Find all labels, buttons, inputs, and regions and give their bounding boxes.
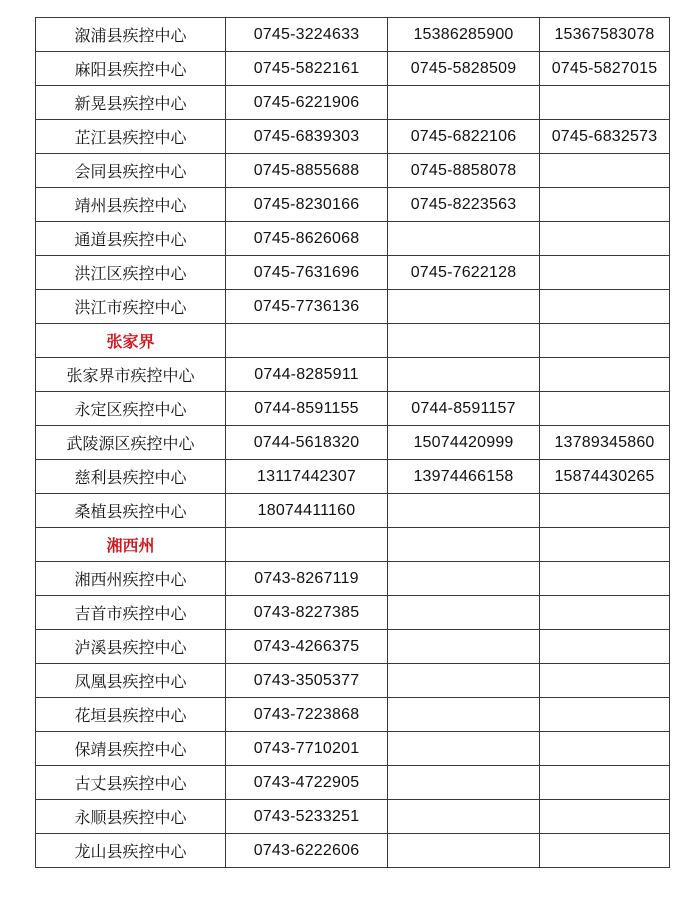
phone-3-cell — [540, 698, 670, 732]
cdc-name-cell: 麻阳县疾控中心 — [36, 52, 226, 86]
phone-3-cell: 15874430265 — [540, 460, 670, 494]
phone-1-cell: 0745-3224633 — [226, 18, 388, 52]
phone-1-cell: 0743-5233251 — [226, 800, 388, 834]
region-name-cell: 张家界 — [36, 324, 226, 358]
phone-2-cell — [388, 732, 540, 766]
phone-2-cell — [388, 290, 540, 324]
table-row — [36, 800, 670, 834]
cdc-name-cell: 吉首市疾控中心 — [36, 596, 226, 630]
phone-3-cell — [540, 562, 670, 596]
table-row — [36, 222, 670, 256]
cdc-name-cell: 洪江区疾控中心 — [36, 256, 226, 290]
phone-1-cell — [226, 528, 388, 562]
phone-1-cell: 0745-6839303 — [226, 120, 388, 154]
table-row — [36, 766, 670, 800]
cdc-name-cell: 靖州县疾控中心 — [36, 188, 226, 222]
table-row — [36, 664, 670, 698]
table-row — [36, 596, 670, 630]
phone-3-cell — [540, 256, 670, 290]
phone-2-cell — [388, 528, 540, 562]
cdc-name-cell: 桑植县疾控中心 — [36, 494, 226, 528]
cdc-name-cell: 慈利县疾控中心 — [36, 460, 226, 494]
phone-1-cell: 0744-8591155 — [226, 392, 388, 426]
cdc-name-cell: 永定区疾控中心 — [36, 392, 226, 426]
phone-3-cell — [540, 222, 670, 256]
cdc-name-cell: 通道县疾控中心 — [36, 222, 226, 256]
table-row — [36, 120, 670, 154]
phone-3-cell: 13789345860 — [540, 426, 670, 460]
phone-3-cell — [540, 732, 670, 766]
phone-3-cell: 15367583078 — [540, 18, 670, 52]
phone-3-cell — [540, 188, 670, 222]
phone-1-cell: 0743-6222606 — [226, 834, 388, 868]
phone-1-cell: 0744-8285911 — [226, 358, 388, 392]
phone-3-cell — [540, 664, 670, 698]
phone-3-cell — [540, 596, 670, 630]
phone-1-cell: 0743-8227385 — [226, 596, 388, 630]
region-header-row — [36, 528, 670, 562]
table-row — [36, 562, 670, 596]
table-row — [36, 392, 670, 426]
phone-2-cell — [388, 494, 540, 528]
phone-2-cell — [388, 86, 540, 120]
table-row — [36, 154, 670, 188]
cdc-name-cell: 古丈县疾控中心 — [36, 766, 226, 800]
phone-3-cell — [540, 766, 670, 800]
table-row — [36, 18, 670, 52]
table-row — [36, 460, 670, 494]
phone-1-cell: 0745-8626068 — [226, 222, 388, 256]
phone-1-cell — [226, 324, 388, 358]
phone-1-cell: 18074411160 — [226, 494, 388, 528]
phone-3-cell — [540, 290, 670, 324]
phone-2-cell: 0745-8858078 — [388, 154, 540, 188]
phone-2-cell — [388, 664, 540, 698]
phone-1-cell: 0745-8230166 — [226, 188, 388, 222]
cdc-name-cell: 凤凰县疾控中心 — [36, 664, 226, 698]
table-row — [36, 426, 670, 460]
phone-2-cell — [388, 800, 540, 834]
phone-2-cell — [388, 698, 540, 732]
cdc-name-cell: 洪江市疾控中心 — [36, 290, 226, 324]
phone-2-cell — [388, 562, 540, 596]
phone-2-cell — [388, 630, 540, 664]
phone-2-cell — [388, 324, 540, 358]
phone-1-cell: 0743-4722905 — [226, 766, 388, 800]
cdc-name-cell: 泸溪县疾控中心 — [36, 630, 226, 664]
phone-3-cell — [540, 358, 670, 392]
phone-3-cell — [540, 86, 670, 120]
phone-3-cell — [540, 154, 670, 188]
phone-1-cell: 0743-7710201 — [226, 732, 388, 766]
phone-2-cell — [388, 596, 540, 630]
phone-2-cell: 13974466158 — [388, 460, 540, 494]
phone-1-cell: 0743-3505377 — [226, 664, 388, 698]
phone-1-cell: 0744-5618320 — [226, 426, 388, 460]
cdc-name-cell: 张家界市疾控中心 — [36, 358, 226, 392]
phone-2-cell: 0745-5828509 — [388, 52, 540, 86]
cdc-name-cell: 湘西州疾控中心 — [36, 562, 226, 596]
phone-1-cell: 0743-7223868 — [226, 698, 388, 732]
phone-1-cell: 0745-6221906 — [226, 86, 388, 120]
phone-3-cell — [540, 324, 670, 358]
phone-2-cell: 0745-8223563 — [388, 188, 540, 222]
region-header-row — [36, 324, 670, 358]
cdc-name-cell: 溆浦县疾控中心 — [36, 18, 226, 52]
phone-2-cell: 0744-8591157 — [388, 392, 540, 426]
phone-3-cell — [540, 494, 670, 528]
cdc-name-cell: 武陵源区疾控中心 — [36, 426, 226, 460]
phone-3-cell: 0745-6832573 — [540, 120, 670, 154]
phone-1-cell: 0745-8855688 — [226, 154, 388, 188]
cdc-name-cell: 会同县疾控中心 — [36, 154, 226, 188]
phone-2-cell: 15074420999 — [388, 426, 540, 460]
phone-2-cell: 15386285900 — [388, 18, 540, 52]
phone-3-cell — [540, 800, 670, 834]
phone-2-cell — [388, 358, 540, 392]
cdc-name-cell: 永顺县疾控中心 — [36, 800, 226, 834]
cdc-name-cell: 保靖县疾控中心 — [36, 732, 226, 766]
region-name-cell: 湘西州 — [36, 528, 226, 562]
phone-3-cell — [540, 528, 670, 562]
table-row — [36, 86, 670, 120]
phone-1-cell: 0745-5822161 — [226, 52, 388, 86]
phone-3-cell — [540, 630, 670, 664]
phone-1-cell: 13117442307 — [226, 460, 388, 494]
table-row — [36, 494, 670, 528]
cdc-contact-table — [35, 17, 670, 868]
phone-3-cell — [540, 392, 670, 426]
phone-3-cell: 0745-5827015 — [540, 52, 670, 86]
phone-1-cell: 0743-4266375 — [226, 630, 388, 664]
phone-3-cell — [540, 834, 670, 868]
cdc-name-cell: 新晃县疾控中心 — [36, 86, 226, 120]
phone-1-cell: 0745-7736136 — [226, 290, 388, 324]
table-row — [36, 732, 670, 766]
cdc-name-cell: 龙山县疾控中心 — [36, 834, 226, 868]
cdc-name-cell: 芷江县疾控中心 — [36, 120, 226, 154]
table-row — [36, 256, 670, 290]
table-row — [36, 834, 670, 868]
phone-2-cell — [388, 766, 540, 800]
table-body — [36, 18, 670, 868]
table-row — [36, 630, 670, 664]
table-row — [36, 52, 670, 86]
table-row — [36, 358, 670, 392]
table-row — [36, 188, 670, 222]
table-row — [36, 290, 670, 324]
phone-1-cell: 0743-8267119 — [226, 562, 388, 596]
phone-2-cell: 0745-6822106 — [388, 120, 540, 154]
phone-2-cell — [388, 834, 540, 868]
phone-2-cell: 0745-7622128 — [388, 256, 540, 290]
cdc-name-cell: 花垣县疾控中心 — [36, 698, 226, 732]
phone-2-cell — [388, 222, 540, 256]
table-row — [36, 698, 670, 732]
phone-1-cell: 0745-7631696 — [226, 256, 388, 290]
